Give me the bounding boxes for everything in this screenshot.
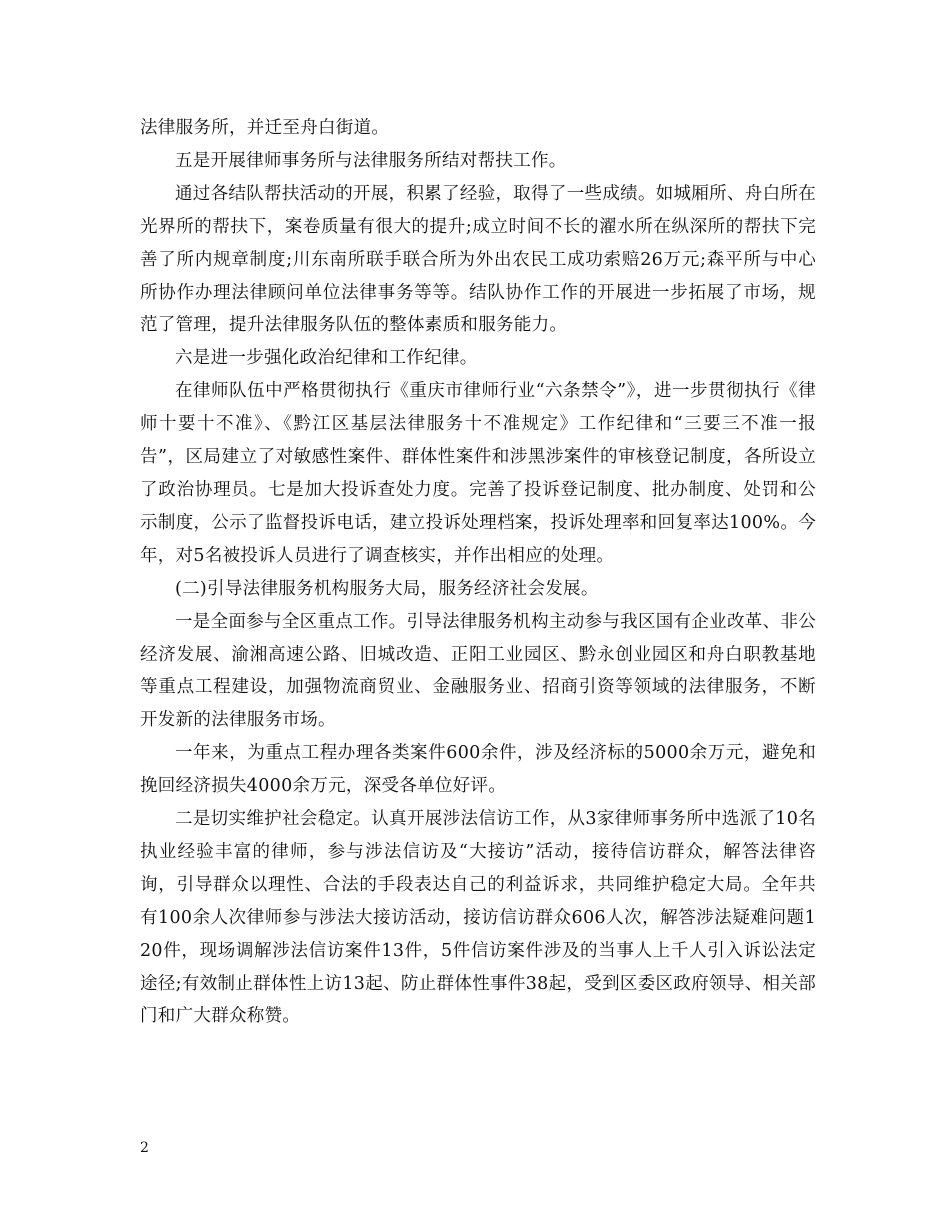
paragraph-heading-five: 五是开展律师事务所与法律服务所结对帮扶工作。 <box>175 150 567 171</box>
paragraph-social-stability: 二是切实维护社会稳定。认真开展涉法信访工作，从3家律师事务所中选派了10名执业经验丰富的律师，参与涉法信访及“大接访”活动，接待信访群众，解答法律咨询，引导群众以理性、合法的手段表达自己的利益诉求，共同维护稳定大局。全年共有100余人次律师参与涉法大接访活动，接访信访群众606人次，解答涉法疑难问题120件，现场调解涉法信访案件13件，5件信访案件涉及的当事人上千人引入诉讼法定途径;有效制止群体性上访13起、防止群体性事件38起，受到区委区政府领导、相关部门和广大群众称赞。 <box>140 809 816 1027</box>
paragraph-heading-six: 六是进一步强化政治纪律和工作纪律。 <box>175 348 478 369</box>
page-number: 2 <box>140 1140 149 1156</box>
document-body <box>140 112 816 1033</box>
paragraph-key-work: 一是全面参与全区重点工作。引导法律服务机构主动参与我区国有企业改革、非公经济发展、渝湘高速公路、旧城改造、正阳工业园区、黔永创业园区和舟白职教基地等重点工程建设，加强物流商贸业、金融服务业、招商引资等领域的法律服务，不断开发新的法律服务市场。 <box>140 611 816 731</box>
paragraph-continued: 法律服务所，并迁至舟白街道。 <box>140 118 390 138</box>
paragraph-annual-results: 一年来，为重点工程办理各类案件600余件，涉及经济标的5000余万元，避免和挽回经济损失4000余万元，深受各单位好评。 <box>140 743 816 797</box>
paragraph-pairing-results: 通过各结队帮扶活动的开展，积累了经验，取得了一些成绩。如城厢所、舟白所在光界所的帮扶下，案卷质量有很大的提升;成立时间不长的濯水所在纵深所的帮扶下完善了所内规章制度;川东南所联手联合所为外出农民工成功索赔26万元;森平所与中心所协作办理法律顾问单位法律事务等等。结队协作工作的开展进一步拓展了市场，规范了管理，提升法律服务队伍的整体素质和服务能力。 <box>140 183 816 336</box>
paragraph-discipline: 在律师队伍中严格贯彻执行《重庆市律师行业“六条禁令”》，进一步贯彻执行《律师十要十不准》、《黔江区基层法律服务十不准规定》工作纪律和“三要三不准一报告”，区局建立了对敏感性案件、群体性案件和涉黑涉案件的审核登记制度，各所设立了政治协理员。七是加大投诉查处力度。完善了投诉登记制度、批办制度、处罚和公示制度，公示了监督投诉电话，建立投诉处理档案，投诉处理率和回复率达100%。今年，对5名被投诉人员进行了调查核实，并作出相应的处理。 <box>140 381 816 566</box>
paragraph-section-two-heading: (二)引导法律服务机构服务大局，服务经济社会发展。 <box>175 578 599 599</box>
